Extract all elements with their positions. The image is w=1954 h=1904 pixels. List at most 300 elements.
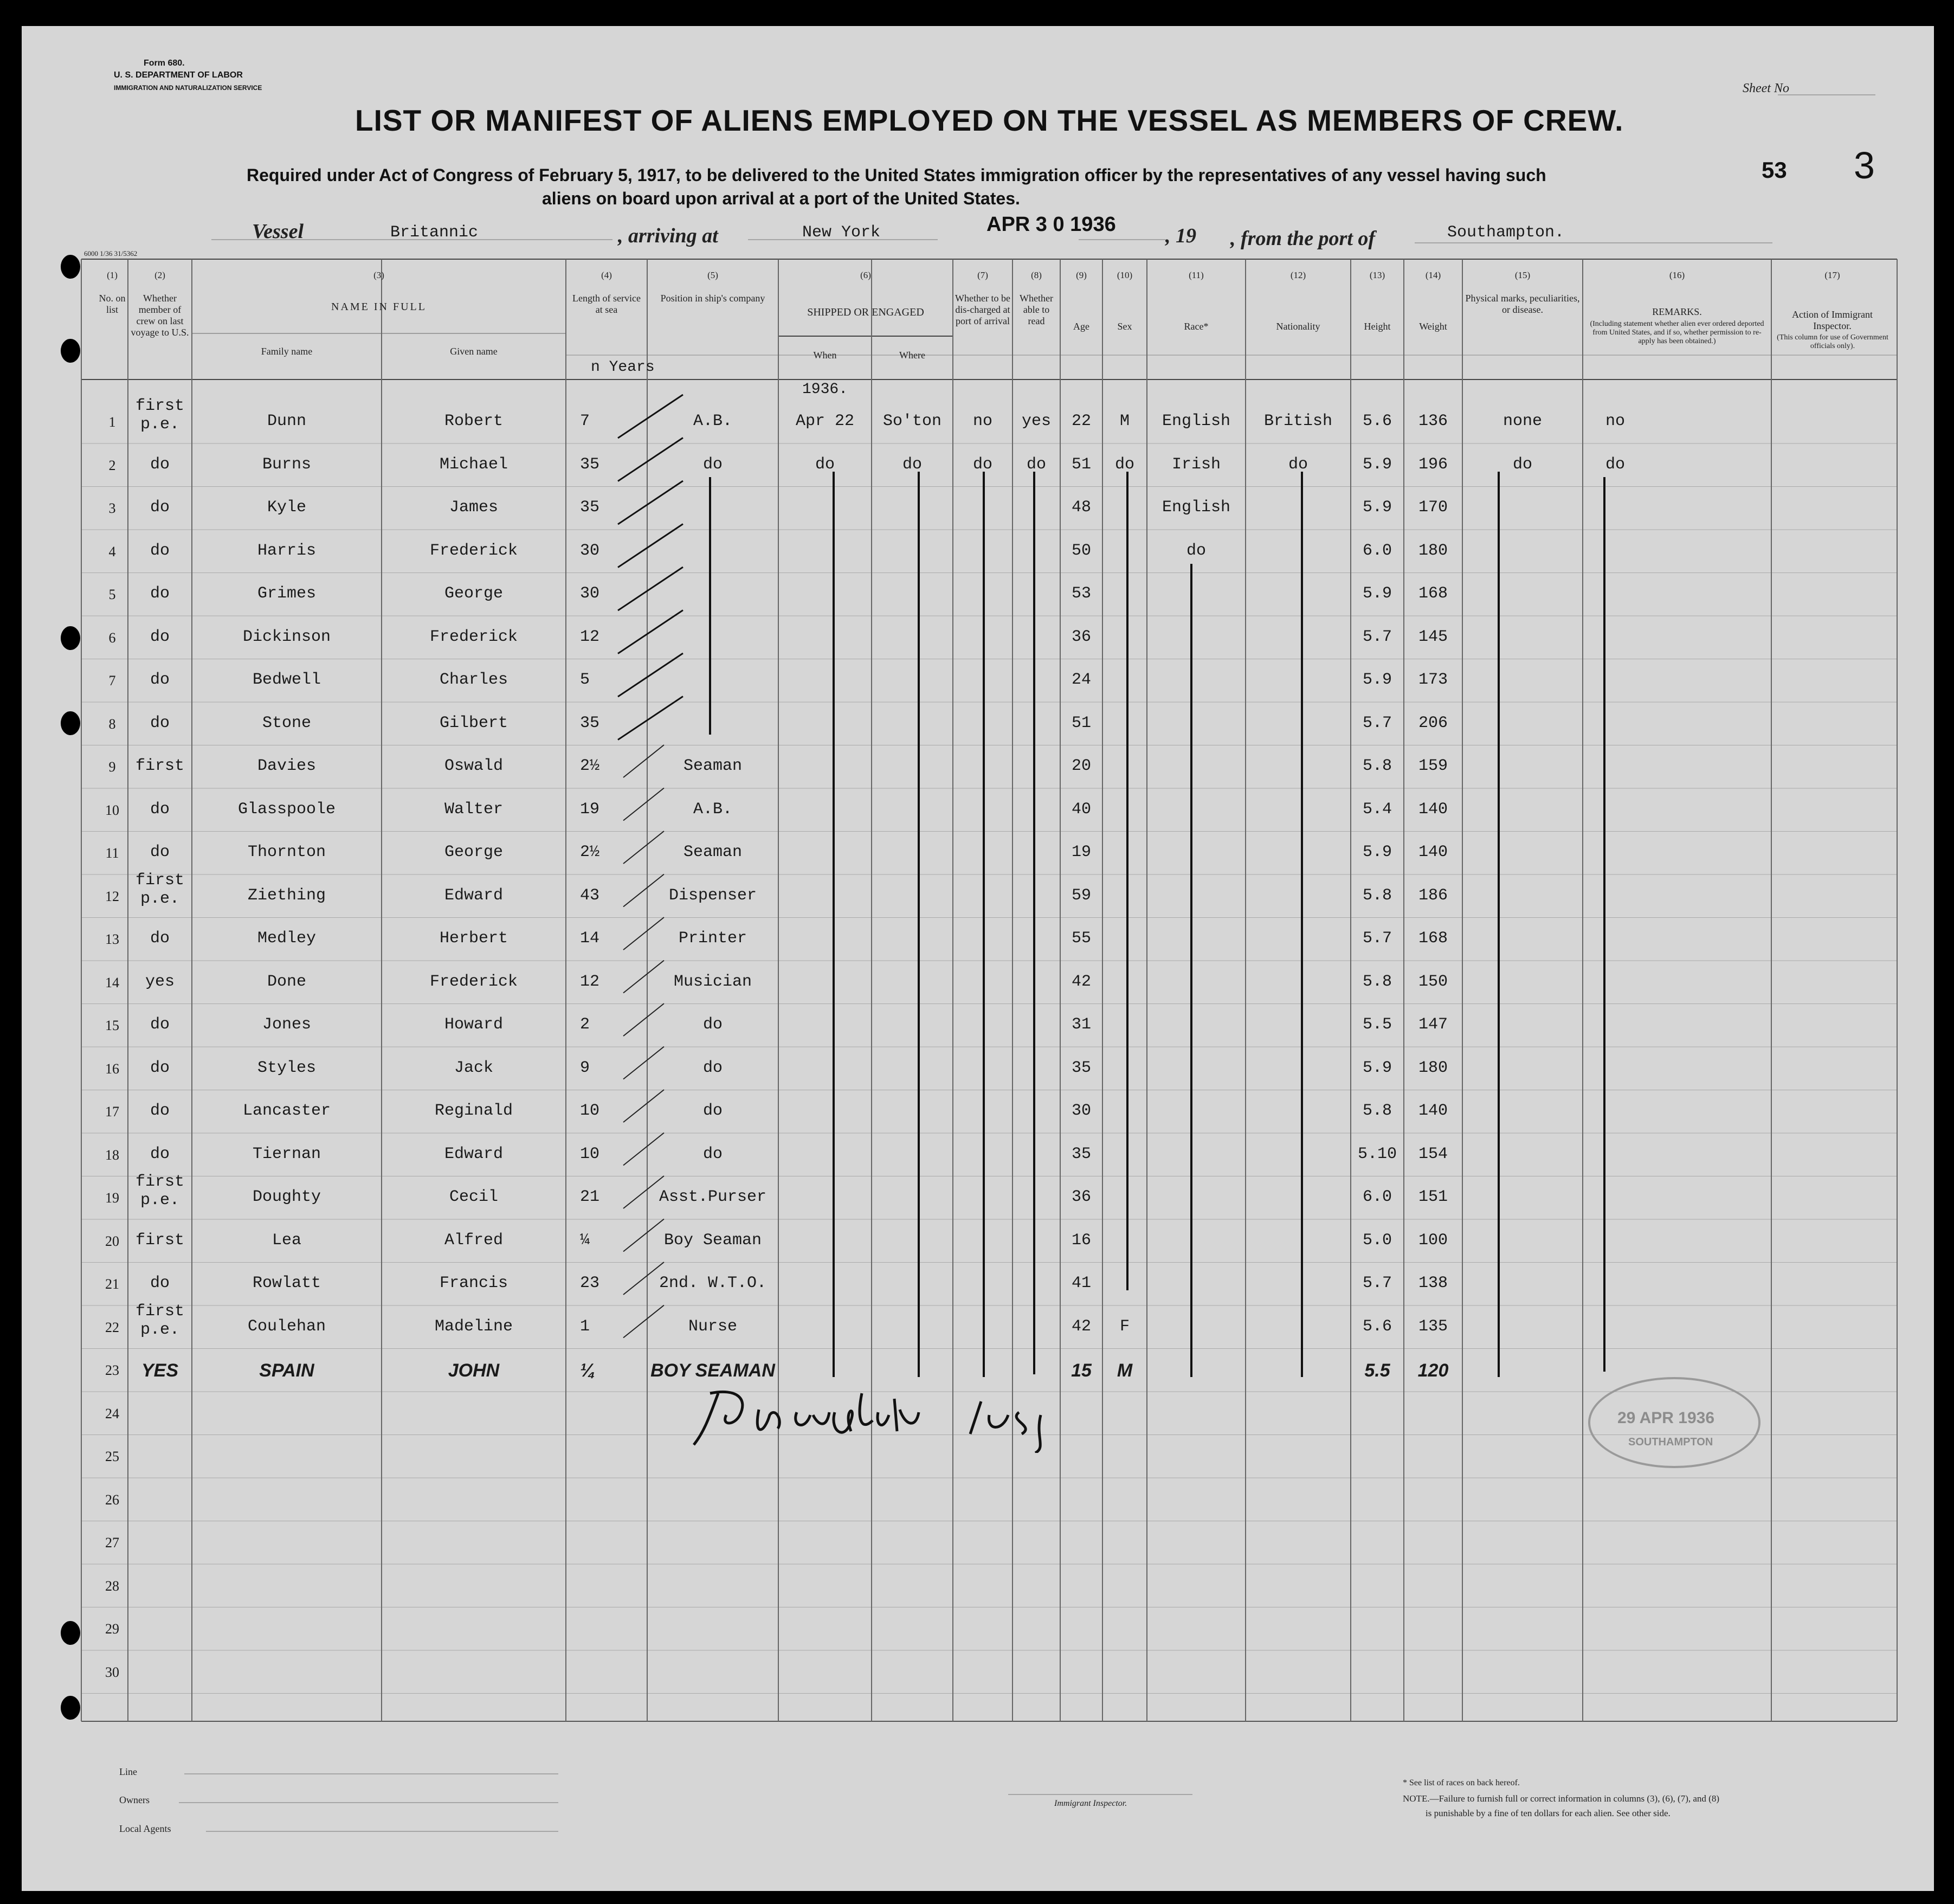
cell-age: 24 [1071,671,1091,689]
rule-line [618,567,683,610]
footer-note-penalty: NOTE.—Failure to furnish full or correct information in columns (3), (6), (7), and (8) [1403,1793,1719,1804]
cell-svc: 35 [580,455,600,474]
signature-text: J. O'Loughlin Insp. [1068,1421,1110,1427]
column-number-c3: (3) [373,270,384,280]
cell-c2: do [150,843,170,861]
cell-given: JOHN [448,1360,500,1381]
cell-age: 48 [1071,498,1091,517]
cell-when: do [815,455,835,474]
cell-ht: 6.0 [1362,541,1392,560]
row-number: 12 [105,888,119,904]
column-label-name: NAME IN FULL [331,301,427,313]
form-number: Form 680. [144,59,185,68]
cell-ht: 5.9 [1362,1058,1392,1077]
cell-svc: 19 [580,800,600,819]
vessel-name: Britannic [390,223,479,242]
cell-svc: 12 [580,627,600,646]
arrival-date-stamp: APR 3 0 1936 [986,213,1116,236]
row-number: 17 [105,1104,119,1120]
cell-ht: 5.10 [1357,1144,1397,1163]
cell-family: Stone [262,713,311,732]
cell-svc: 14 [580,929,600,948]
footer-line-label: Line [119,1766,137,1777]
cell-age: 42 [1071,972,1091,991]
cell-given: Oswald [444,757,504,775]
row-number: 30 [105,1664,119,1680]
cell-when: Apr 22 [795,412,855,430]
cell-sex: F [1119,1317,1130,1336]
cell-phys: none [1502,412,1542,430]
cell-family: Lea [272,1231,301,1250]
cell-family: Ziething [247,886,326,905]
row-number: 16 [105,1060,119,1077]
cell-c2: first p.e. [135,871,184,908]
cell-svc: 43 [580,886,600,905]
cell-pos: Dispenser [668,886,757,905]
row-number: 28 [105,1578,119,1594]
cell-given: Frederick [429,541,518,560]
subtitle-line1: Required under Act of Congress of February 5, 1917, to be delivered to the United States immigration officer by the representatives of any vessel having such [247,165,1546,185]
cell-age: 51 [1071,713,1091,732]
column-number-c14: (14) [1425,270,1441,280]
cell-family: Burns [262,455,311,474]
cell-given: Charles [439,671,508,689]
cell-c2: do [150,929,170,948]
cell-family: Medley [257,929,317,948]
cell-age: 50 [1071,541,1091,560]
cell-sex: M [1119,412,1130,430]
row-number: 23 [105,1362,119,1378]
cell-wt: 140 [1418,800,1448,819]
cell-ht: 5.8 [1362,972,1392,991]
cell-age: 59 [1071,886,1091,905]
column-number-c17: (17) [1824,270,1840,280]
cell-pos: BOY SEAMAN [650,1360,775,1381]
cell-ht: 5.7 [1362,713,1392,732]
cell-svc: 35 [580,713,600,732]
cell-ht: 5.9 [1362,671,1392,689]
cell-disch: do [972,455,992,474]
inspector-action-note: (This column for use of Government officials only). [1777,333,1888,350]
vessel-label: Vessel [252,220,304,243]
cell-given: Gilbert [439,713,508,732]
cell-ht: 5.5 [1364,1360,1390,1381]
cell-c2: do [150,671,170,689]
family-name-header: Family name [261,346,313,357]
cell-wt: 168 [1418,584,1448,603]
cell-age: 36 [1071,1188,1091,1206]
from-port-label: , from the port of [1230,227,1376,250]
cell-age: 35 [1071,1058,1091,1077]
row-number: 21 [105,1276,119,1292]
column-number-c2: (2) [154,270,165,280]
cell-given: Michael [439,455,508,474]
cell-age: 55 [1071,929,1091,948]
cell-given: Francis [439,1274,508,1292]
cell-age: 22 [1071,412,1091,430]
cell-family: Thornton [247,843,326,861]
cell-race: do [1186,541,1206,560]
column-label-c10: Sex [1117,321,1132,332]
cell-pos: A.B. [693,800,732,819]
rule-line [618,481,683,524]
cell-ht: 5.6 [1362,1317,1392,1336]
cell-wt: 136 [1418,412,1448,430]
cell-rem: do [1605,455,1625,474]
column-label-c15: Physical marks, peculiarities, or disease. [1465,293,1580,315]
cell-ht: 5.9 [1362,584,1392,603]
cell-c2: first p.e. [135,1302,184,1339]
row-number: 15 [105,1018,119,1033]
row-number: 13 [105,931,119,947]
cell-c2: do [150,627,170,646]
cell-age: 19 [1071,843,1091,861]
given-name-header: Given name [450,346,498,357]
cell-given: Frederick [429,627,518,646]
cell-family: Tiernan [252,1144,321,1163]
cell-read: do [1026,455,1046,474]
rule-line [618,524,683,568]
cell-age: 53 [1071,584,1091,603]
cell-wt: 100 [1418,1231,1448,1250]
cell-c2: do [150,713,170,732]
cell-ht: 6.0 [1362,1188,1392,1206]
cell-svc: 9 [580,1058,590,1077]
cell-family: Done [267,972,306,991]
column-number-c12: (12) [1290,270,1306,280]
cell-family: Harris [257,541,317,560]
cell-age: 31 [1071,1015,1091,1034]
cell-family: Styles [257,1058,317,1077]
column-label-c1: No. on list [99,293,126,315]
row-number: 2 [108,457,116,473]
cell-wt: 196 [1418,455,1448,474]
page-mark-53: 53 [1762,157,1787,183]
cell-wt: 120 [1417,1360,1449,1381]
row-number: 26 [105,1491,119,1508]
cell-disch: no [972,412,992,430]
row-number: 14 [105,974,119,990]
cell-c2: yes [145,972,175,991]
cell-wt: 150 [1418,972,1448,991]
cell-family: SPAIN [259,1360,314,1381]
cell-wt: 206 [1418,713,1448,732]
sheet-number-label: Sheet No [1743,81,1789,95]
cell-age: 16 [1071,1231,1091,1250]
cell-pos: do [702,1144,723,1163]
cell-svc: 2½ [580,843,600,861]
inspector-label: Immigrant Inspector. [1054,1799,1127,1808]
cell-given: Walter [444,800,504,819]
row-number: 19 [105,1190,119,1206]
cell-nat: do [1288,455,1308,474]
when-header: When [813,350,837,361]
cell-wt: 186 [1418,886,1448,905]
cell-rem: no [1605,412,1625,430]
cell-svc: 2 [580,1015,590,1034]
column-number-c5: (5) [707,270,718,280]
cell-ht: 5.9 [1362,843,1392,861]
column-number-c6: (6) [860,270,871,280]
cell-age: 40 [1071,800,1091,819]
row-number: 8 [108,716,116,732]
row-number: 6 [108,629,116,646]
cell-ht: 5.4 [1362,800,1392,819]
print-code: 6000 1/36 31/5362 [84,249,138,258]
row-number: 3 [108,500,116,516]
column-label-c4: Length of service at sea [572,293,641,315]
cell-ht: 5.9 [1362,498,1392,517]
cell-family: Dickinson [242,627,331,646]
footer-agents-label: Local Agents [119,1823,171,1834]
cell-given: Robert [444,412,504,430]
arrival-port: New York [802,223,881,242]
cell-age: 51 [1071,455,1091,474]
cell-read: yes [1021,412,1051,430]
column-number-c9: (9) [1076,270,1087,280]
row-number: 1 [108,414,116,430]
cell-c2: do [150,1058,170,1077]
inspector-signature [688,1382,1176,1453]
cell-c2: do [150,1015,170,1034]
cell-svc: 10 [580,1144,600,1163]
where-header: Where [899,350,925,361]
cell-ht: 5.7 [1362,627,1392,646]
cell-pos: Seaman [683,843,743,861]
cell-c2: YES [141,1360,179,1381]
cell-wt: 140 [1418,1102,1448,1120]
subtitle-line2: aliens on board upon arrival at a port of the United States. [542,189,1020,208]
footer-note-races: * See list of races on back hereof. [1403,1778,1520,1787]
column-number-c4: (4) [601,270,612,280]
cell-family: Dunn [267,412,306,430]
row-number: 27 [105,1535,119,1551]
year-label: , 19 [1165,224,1196,247]
shipped-year: 1936. [802,381,848,398]
footer-owners-label: Owners [119,1794,150,1805]
cell-svc: 1 [580,1317,590,1336]
rule-line [618,697,683,740]
row-number: 20 [105,1233,119,1249]
column-label-c11: Race* [1184,321,1209,332]
cell-ht: 5.0 [1362,1231,1392,1250]
cell-c2: first p.e. [135,1173,184,1210]
cell-svc: 5 [580,671,590,689]
cell-pos: Nurse [688,1317,737,1336]
cell-svc: 2½ [580,757,600,775]
cell-race: English [1162,412,1231,430]
cell-given: Alfred [444,1231,504,1250]
cell-pos: Asst.Purser [659,1188,767,1206]
cell-phys: do [1512,455,1532,474]
port-stamp [1588,1377,1760,1468]
row-number: 24 [105,1405,119,1421]
cell-wt: 154 [1418,1144,1448,1163]
page-mark-3: 3 [1854,144,1875,186]
cell-pos: 2nd. W.T.O. [659,1274,767,1292]
column-label-c7: Whether to be dis-charged at port of arrival [955,293,1010,326]
cell-given: Madeline [434,1317,513,1336]
cell-wt: 170 [1418,498,1448,517]
column-number-c15: (15) [1514,270,1531,280]
rule-line [618,610,683,654]
rule-line [618,653,683,697]
cell-wt: 168 [1418,929,1448,948]
cell-svc: 35 [580,498,600,517]
cell-pos: do [702,1058,723,1077]
cell-family: Davies [257,757,317,775]
cell-given: Howard [444,1015,504,1034]
cell-age: 35 [1071,1144,1091,1163]
cell-wt: 140 [1418,843,1448,861]
column-number-c8: (8) [1031,270,1042,280]
cell-pos: do [702,455,723,474]
cell-svc: 10 [580,1102,600,1120]
cell-ht: 5.5 [1362,1015,1392,1034]
cell-family: Coulehan [247,1317,326,1336]
cell-age: 30 [1071,1102,1091,1120]
page-title: LIST OR MANIFEST OF ALIENS EMPLOYED ON THE VESSEL AS MEMBERS OF CREW. [355,104,1624,137]
cell-c2: do [150,455,170,474]
cell-ht: 5.8 [1362,757,1392,775]
column-label-c5: Position in ship's company [660,293,765,304]
cell-pos: do [702,1015,723,1034]
cell-given: Reginald [434,1102,513,1120]
cell-c2: do [150,800,170,819]
cell-pos: Seaman [683,757,743,775]
cell-svc: 30 [580,584,600,603]
row-number: 29 [105,1621,119,1637]
cell-wt: 173 [1418,671,1448,689]
cell-ht: 5.8 [1362,1102,1392,1120]
cell-age: 20 [1071,757,1091,775]
cell-age: 15 [1071,1360,1092,1381]
cell-svc: 30 [580,541,600,560]
cell-nat: British [1263,412,1333,430]
cell-wt: 180 [1418,541,1448,560]
cell-c2: do [150,584,170,603]
row-number: 7 [108,673,116,689]
column-label-c13: Height [1364,321,1391,332]
row-number: 4 [108,543,116,559]
row-number: 22 [105,1319,119,1335]
cell-c2: first p.e. [135,397,184,434]
cell-pos: Musician [673,972,752,991]
cell-race: English [1162,498,1231,517]
cell-svc: 23 [580,1274,600,1292]
departure-port: Southampton. [1447,223,1565,242]
cell-c2: first [135,757,184,775]
port-stamp-place: SOUTHAMPTON [1628,1436,1713,1448]
column-label-c16: REMARKS. [1652,306,1702,317]
cell-ht: 5.6 [1362,412,1392,430]
cell-wt: 151 [1418,1188,1448,1206]
cell-svc: 21 [580,1188,600,1206]
cell-age: 36 [1071,627,1091,646]
cell-wt: 145 [1418,627,1448,646]
cell-given: George [444,843,504,861]
cell-given: George [444,584,504,603]
cell-ht: 5.8 [1362,886,1392,905]
cell-sex: do [1114,455,1134,474]
cell-pos: Printer [678,929,747,948]
cell-c2: do [150,498,170,517]
cell-family: Doughty [252,1188,321,1206]
cell-given: Jack [454,1058,493,1077]
row-number: 11 [105,845,119,861]
cell-pos: Boy Seaman [663,1231,762,1250]
cell-family: Grimes [257,584,317,603]
cell-c2: first [135,1231,184,1250]
column-label-c8: Whether able to read [1020,293,1053,326]
cell-race: Irish [1171,455,1221,474]
cell-wt: 138 [1418,1274,1448,1292]
remarks-note: (Including statement whether alien ever ordered deported from United States, and if so, whether permission to re-apply has been obtained.) [1590,320,1764,345]
cell-age: 41 [1071,1274,1091,1292]
department: U. S. DEPARTMENT OF LABOR [114,70,243,80]
column-label-c14: Weight [1419,321,1447,332]
port-stamp-date: 29 APR 1936 [1617,1409,1715,1427]
cell-family: Kyle [267,498,306,517]
cell-family: Rowlatt [252,1274,321,1292]
cell-wt: 147 [1418,1015,1448,1034]
cell-wt: 159 [1418,757,1448,775]
cell-family: Bedwell [252,671,321,689]
cell-svc: ¼ [580,1360,596,1381]
cell-ht: 5.7 [1362,929,1392,948]
column-label-c9: Age [1073,321,1089,332]
row-number: 25 [105,1449,119,1464]
cell-c2: do [150,1144,170,1163]
cell-family: Lancaster [242,1102,331,1120]
row-number: 18 [105,1147,119,1163]
cell-ht: 5.9 [1362,455,1392,474]
cell-given: Herbert [439,929,508,948]
column-label-c17: Action of Immigrant Inspector. [1792,309,1873,331]
column-number-c1: (1) [107,270,118,280]
column-label-shipped: SHIPPED OR ENGAGED [807,306,924,318]
cell-svc: 12 [580,972,600,991]
cell-family: Glasspoole [237,800,336,819]
cell-sex: M [1117,1360,1133,1381]
cell-svc: 7 [580,412,590,430]
cell-c2: do [150,1274,170,1292]
cell-pos: A.B. [693,412,732,430]
footer-note-fine: is punishable by a fine of ten dollars for each alien. See other side. [1426,1808,1671,1818]
column-number-c13: (13) [1369,270,1385,280]
service: IMMIGRATION AND NATURALIZATION SERVICE [114,84,262,92]
column-number-c10: (10) [1117,270,1133,280]
cell-given: Cecil [449,1188,498,1206]
cell-pos: do [702,1102,723,1120]
cell-wt: 135 [1418,1317,1448,1336]
cell-svc: ¼ [580,1231,590,1250]
row-number: 10 [105,802,119,818]
column-number-c16: (16) [1669,270,1685,280]
cell-family: Jones [262,1015,311,1034]
row-number: 9 [108,759,116,775]
row-number: 5 [108,587,116,602]
column-number-c7: (7) [977,270,988,280]
cell-given: Frederick [429,972,518,991]
cell-where: do [902,455,922,474]
cell-age: 42 [1071,1317,1091,1336]
cell-wt: 180 [1418,1058,1448,1077]
column-label-c12: Nationality [1276,321,1320,332]
cell-given: Edward [444,886,504,905]
cell-c2: do [150,541,170,560]
cell-given: Edward [444,1144,504,1163]
